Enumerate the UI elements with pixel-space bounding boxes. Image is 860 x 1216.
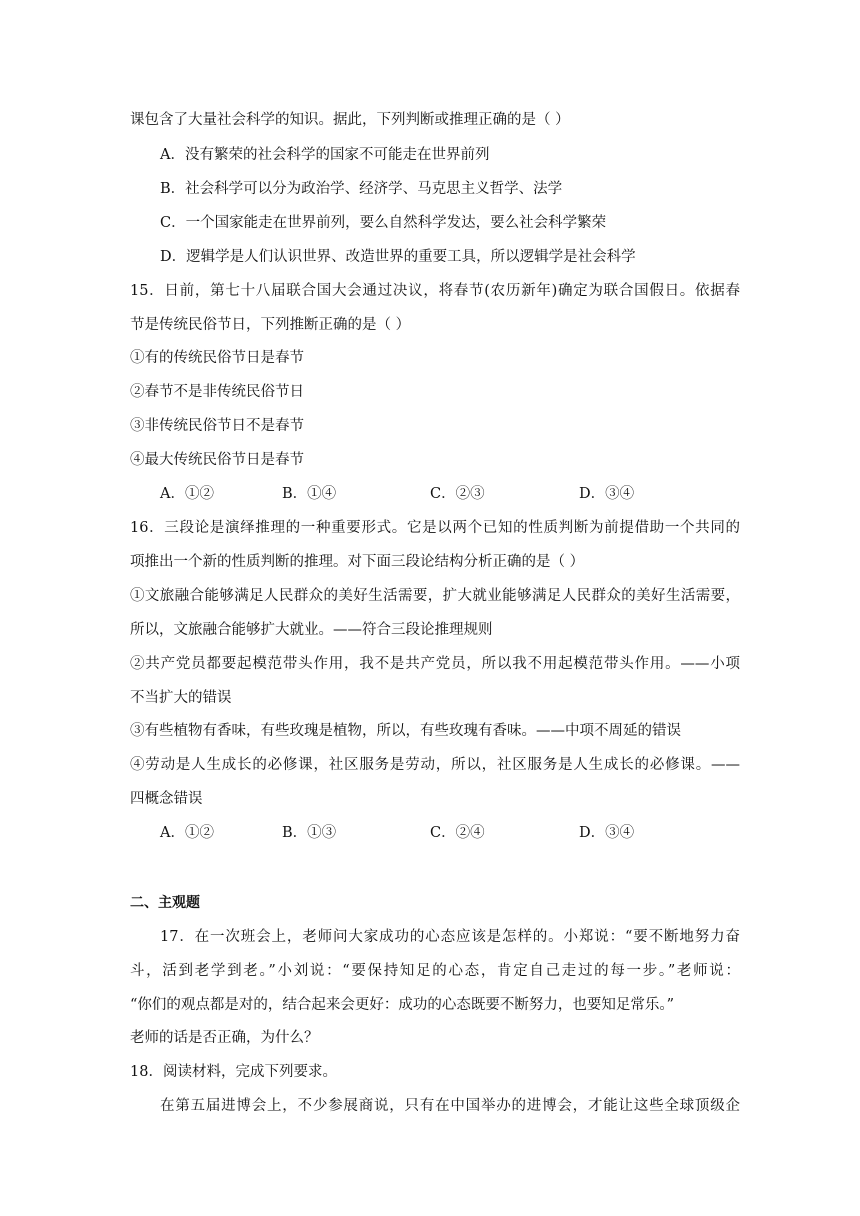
q16-stem-line1: 16．三段论是演绎推理的一种重要形式。它是以两个已知的性质判断为前提借助一个共同的 [130,520,740,536]
q17-line1: 17．在一次班会上，老师问大家成功的心态应该是怎样的。小郑说：“要不断地努力奋 [160,929,740,945]
q16-item2-line2: 不当扩大的错误 [130,690,232,706]
q15-choice-d: D．③④ [579,486,635,502]
q16-choice-b: B．①③ [282,825,337,841]
q16-choice-a: A．①② [160,825,214,841]
q14-option-a: A．没有繁荣的社会科学的国家不可能走在世界前列 [160,147,490,163]
q15-item-4: ④最大传统民俗节日是春节 [130,452,304,468]
q15-item-2: ②春节不是非传统民俗节日 [130,384,304,400]
q15-choice-a: A．①② [160,486,214,502]
q15-item-3: ③非传统民俗节日不是春节 [130,418,304,434]
q16-item4-line2: 四概念错误 [130,791,203,807]
q15-stem-line1: 15．日前，第七十八届联合国大会通过决议，将春节(农历新年)确定为联合国假日。依据春 [130,283,740,299]
section-heading: 二、主观题 [130,895,200,911]
q18-line2: 在第五届进博会上，不少参展商说，只有在中国举办的进博会，才能让这些全球顶级企 [160,1098,740,1114]
q16-item4-line1: ④劳动是人生成长的必修课，社区服务是劳动，所以，社区服务是人生成长的必修课。—— [130,757,740,773]
q14-option-d: D．逻辑学是人们认识世界、改造世界的重要工具，所以逻辑学是社会科学 [160,249,636,265]
q17-line4: 老师的话是否正确，为什么？ [130,1030,319,1046]
q14-option-c: C．一个国家能走在世界前列，要么自然科学发达，要么社会科学繁荣 [160,215,607,231]
q15-choice-b: B．①④ [282,486,337,502]
q15-item-1: ①有的传统民俗节日是春节 [130,350,304,366]
q18-line1: 18．阅读材料，完成下列要求。 [130,1064,337,1080]
q16-item1-line1: ①文旅融合能够满足人民群众的美好生活需要，扩大就业能够满足人民群众的美好生活需要， [130,588,740,604]
q15-stem-line2: 节是传统民俗节日，下列推断正确的是（ ） [130,317,411,333]
q16-item1-line2: 所以，文旅融合能够扩大就业。——符合三段论推理规则 [130,622,493,638]
q17-line3: “你们的观点都是对的，结合起来会更好：成功的心态既要不断努力，也要知足常乐。” [130,997,675,1013]
q15-choice-c: C．②③ [430,486,485,502]
q16-stem-line2: 项推出一个新的性质判断的推理。对下面三段论结构分析正确的是（ ） [130,554,585,570]
q16-choice-d: D．③④ [579,825,635,841]
q16-item2-line1: ②共产党员都要起模范带头作用，我不是共产党员，所以我不用起模范带头作用。——小项 [130,656,740,672]
q16-item3: ③有些植物有香味，有些玫瑰是植物，所以，有些玫瑰有香味。——中项不周延的错误 [130,723,681,739]
q14-option-b: B．社会科学可以分为政治学、经济学、马克思主义哲学、法学 [160,181,563,197]
q14-stem-tail: 课包含了大量社会科学的知识。据此，下列判断或推理正确的是（ ） [130,112,570,128]
q16-choice-c: C．②④ [430,825,485,841]
q17-line2: 斗，活到老学到老。”小刘说：“要保持知足的心态，肯定自己走过的每一步。”老师说： [130,963,740,979]
